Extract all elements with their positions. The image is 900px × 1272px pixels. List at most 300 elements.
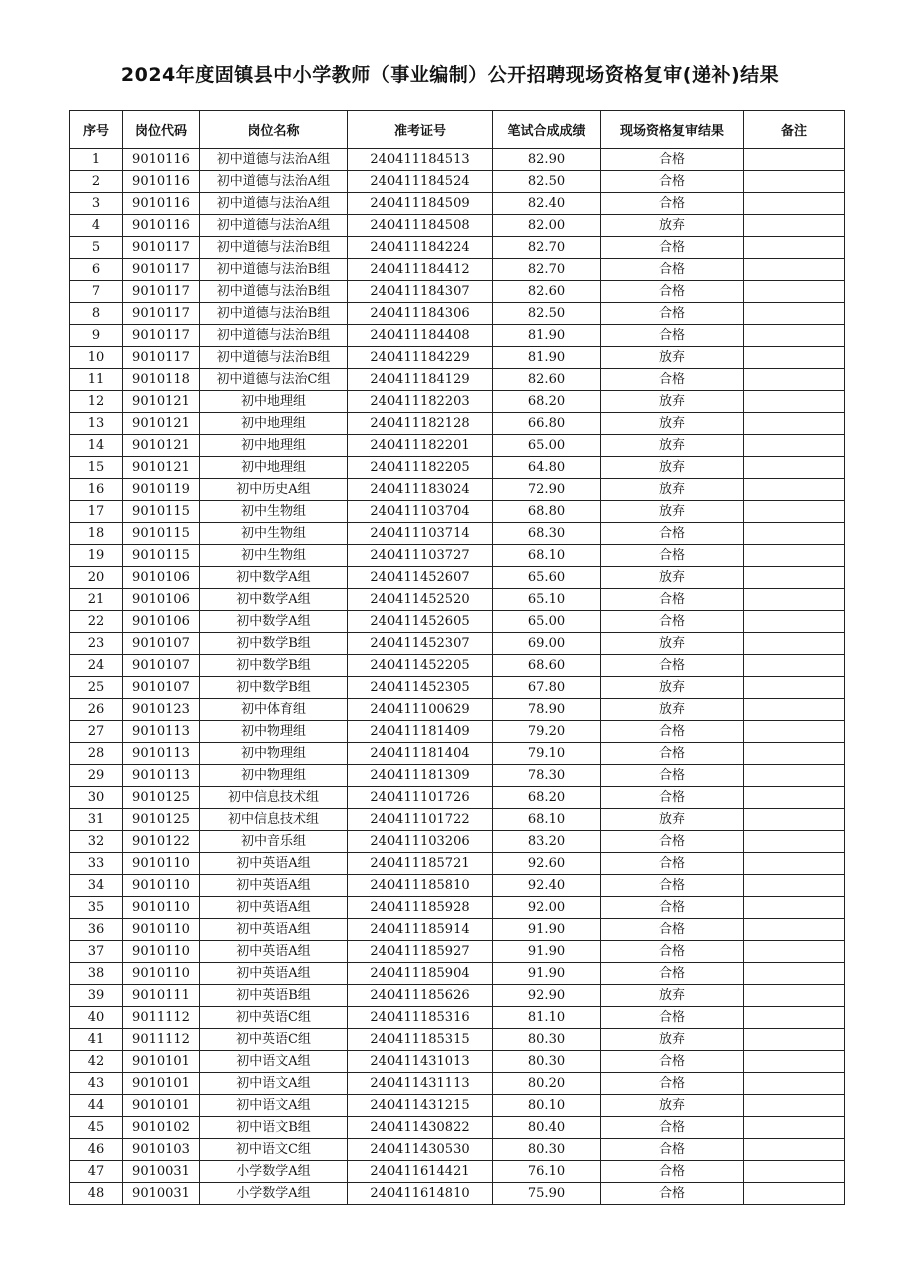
table-row <box>70 347 845 369</box>
cell-post-name: 初中数学B组 <box>200 633 348 655</box>
table-row <box>70 721 845 743</box>
cell-remarks <box>744 303 845 325</box>
table-row <box>70 369 845 391</box>
cell-seq: 33 <box>70 853 123 875</box>
cell-written-score: 68.10 <box>493 545 601 567</box>
cell-seq: 28 <box>70 743 123 765</box>
cell-written-score: 68.20 <box>493 787 601 809</box>
table-row <box>70 149 845 171</box>
cell-seq: 37 <box>70 941 123 963</box>
cell-written-score: 78.30 <box>493 765 601 787</box>
cell-post-name: 初中历史A组 <box>200 479 348 501</box>
cell-written-score: 91.90 <box>493 963 601 985</box>
cell-review-result: 放弃 <box>601 215 744 237</box>
cell-review-result: 放弃 <box>601 985 744 1007</box>
table-row <box>70 809 845 831</box>
cell-post-code: 9010110 <box>123 897 200 919</box>
cell-written-score: 68.80 <box>493 501 601 523</box>
cell-review-result: 合格 <box>601 303 744 325</box>
cell-remarks <box>744 435 845 457</box>
table-row <box>70 303 845 325</box>
cell-post-code: 9010107 <box>123 655 200 677</box>
table-row <box>70 633 845 655</box>
cell-ticket-number: 240411182201 <box>348 435 493 457</box>
cell-review-result: 放弃 <box>601 633 744 655</box>
cell-ticket-number: 240411181309 <box>348 765 493 787</box>
cell-post-code: 9010122 <box>123 831 200 853</box>
cell-ticket-number: 240411101722 <box>348 809 493 831</box>
cell-post-code: 9010117 <box>123 259 200 281</box>
cell-post-code: 9010113 <box>123 743 200 765</box>
cell-ticket-number: 240411184408 <box>348 325 493 347</box>
table-row <box>70 193 845 215</box>
cell-ticket-number: 240411184509 <box>348 193 493 215</box>
cell-remarks <box>744 919 845 941</box>
cell-post-name: 初中信息技术组 <box>200 809 348 831</box>
cell-remarks <box>744 589 845 611</box>
cell-review-result: 合格 <box>601 171 744 193</box>
cell-remarks <box>744 149 845 171</box>
cell-post-code: 9010110 <box>123 963 200 985</box>
cell-remarks <box>744 391 845 413</box>
table-row <box>70 787 845 809</box>
cell-post-code: 9010106 <box>123 589 200 611</box>
cell-ticket-number: 240411185316 <box>348 1007 493 1029</box>
cell-seq: 39 <box>70 985 123 1007</box>
cell-ticket-number: 240411182128 <box>348 413 493 435</box>
cell-written-score: 65.60 <box>493 567 601 589</box>
table-row <box>70 479 845 501</box>
cell-remarks <box>744 369 845 391</box>
cell-ticket-number: 240411431013 <box>348 1051 493 1073</box>
cell-post-code: 9010116 <box>123 193 200 215</box>
cell-written-score: 92.60 <box>493 853 601 875</box>
cell-remarks <box>744 809 845 831</box>
header-written-score: 笔试合成成绩 <box>493 111 601 149</box>
cell-post-name: 初中道德与法治A组 <box>200 193 348 215</box>
cell-remarks <box>744 1161 845 1183</box>
cell-seq: 1 <box>70 149 123 171</box>
cell-review-result: 合格 <box>601 545 744 567</box>
cell-post-name: 初中生物组 <box>200 523 348 545</box>
cell-post-name: 小学数学A组 <box>200 1183 348 1205</box>
cell-ticket-number: 240411185914 <box>348 919 493 941</box>
cell-remarks <box>744 963 845 985</box>
cell-remarks <box>744 545 845 567</box>
cell-post-code: 9010101 <box>123 1051 200 1073</box>
table-row <box>70 567 845 589</box>
cell-written-score: 64.80 <box>493 457 601 479</box>
cell-ticket-number: 240411452520 <box>348 589 493 611</box>
cell-remarks <box>744 831 845 853</box>
cell-post-code: 9010031 <box>123 1183 200 1205</box>
cell-remarks <box>744 215 845 237</box>
cell-post-code: 9010117 <box>123 281 200 303</box>
cell-written-score: 82.50 <box>493 171 601 193</box>
cell-written-score: 82.60 <box>493 369 601 391</box>
cell-seq: 27 <box>70 721 123 743</box>
cell-remarks <box>744 413 845 435</box>
cell-seq: 18 <box>70 523 123 545</box>
cell-written-score: 80.10 <box>493 1095 601 1117</box>
page-title: 2024年度固镇县中小学教师（事业编制）公开招聘现场资格复审(递补)结果 <box>120 64 780 86</box>
cell-seq: 7 <box>70 281 123 303</box>
cell-post-name: 初中道德与法治A组 <box>200 171 348 193</box>
cell-post-name: 初中道德与法治B组 <box>200 303 348 325</box>
cell-seq: 25 <box>70 677 123 699</box>
cell-seq: 26 <box>70 699 123 721</box>
cell-post-code: 9010115 <box>123 545 200 567</box>
cell-post-code: 9010125 <box>123 787 200 809</box>
cell-written-score: 92.40 <box>493 875 601 897</box>
cell-seq: 48 <box>70 1183 123 1205</box>
cell-post-name: 初中语文A组 <box>200 1051 348 1073</box>
cell-post-name: 初中信息技术组 <box>200 787 348 809</box>
cell-post-name: 小学数学A组 <box>200 1161 348 1183</box>
cell-post-name: 初中语文B组 <box>200 1117 348 1139</box>
cell-review-result: 合格 <box>601 743 744 765</box>
cell-review-result: 放弃 <box>601 677 744 699</box>
table-row <box>70 1029 845 1051</box>
cell-ticket-number: 240411614421 <box>348 1161 493 1183</box>
cell-seq: 6 <box>70 259 123 281</box>
cell-review-result: 放弃 <box>601 413 744 435</box>
cell-seq: 23 <box>70 633 123 655</box>
cell-ticket-number: 240411452607 <box>348 567 493 589</box>
cell-seq: 15 <box>70 457 123 479</box>
cell-post-code: 9010110 <box>123 941 200 963</box>
cell-seq: 4 <box>70 215 123 237</box>
cell-remarks <box>744 677 845 699</box>
table-row <box>70 611 845 633</box>
cell-seq: 43 <box>70 1073 123 1095</box>
cell-ticket-number: 240411184412 <box>348 259 493 281</box>
cell-post-name: 初中生物组 <box>200 501 348 523</box>
cell-post-code: 9010113 <box>123 721 200 743</box>
cell-seq: 38 <box>70 963 123 985</box>
header-row <box>70 111 845 149</box>
cell-ticket-number: 240411452307 <box>348 633 493 655</box>
cell-post-name: 初中物理组 <box>200 743 348 765</box>
cell-remarks <box>744 611 845 633</box>
cell-remarks <box>744 347 845 369</box>
cell-post-name: 初中物理组 <box>200 721 348 743</box>
cell-review-result: 合格 <box>601 721 744 743</box>
table-row <box>70 853 845 875</box>
cell-remarks <box>744 699 845 721</box>
table-row <box>70 699 845 721</box>
cell-post-name: 初中英语A组 <box>200 919 348 941</box>
cell-ticket-number: 240411452605 <box>348 611 493 633</box>
cell-remarks <box>744 897 845 919</box>
cell-post-code: 9010125 <box>123 809 200 831</box>
cell-post-code: 9010116 <box>123 171 200 193</box>
cell-remarks <box>744 281 845 303</box>
table-row <box>70 765 845 787</box>
cell-ticket-number: 240411452305 <box>348 677 493 699</box>
cell-written-score: 82.00 <box>493 215 601 237</box>
cell-review-result: 放弃 <box>601 347 744 369</box>
cell-remarks <box>744 479 845 501</box>
cell-review-result: 放弃 <box>601 501 744 523</box>
cell-post-name: 初中道德与法治B组 <box>200 325 348 347</box>
cell-post-name: 初中音乐组 <box>200 831 348 853</box>
cell-remarks <box>744 1139 845 1161</box>
cell-written-score: 65.00 <box>493 611 601 633</box>
cell-written-score: 82.50 <box>493 303 601 325</box>
cell-seq: 12 <box>70 391 123 413</box>
cell-review-result: 合格 <box>601 1139 744 1161</box>
cell-post-name: 初中道德与法治A组 <box>200 215 348 237</box>
cell-seq: 16 <box>70 479 123 501</box>
cell-post-name: 初中语文A组 <box>200 1073 348 1095</box>
cell-post-code: 9010121 <box>123 391 200 413</box>
cell-review-result: 合格 <box>601 897 744 919</box>
cell-ticket-number: 240411103704 <box>348 501 493 523</box>
cell-remarks <box>744 985 845 1007</box>
cell-review-result: 合格 <box>601 149 744 171</box>
cell-ticket-number: 240411185810 <box>348 875 493 897</box>
cell-ticket-number: 240411181409 <box>348 721 493 743</box>
cell-ticket-number: 240411431215 <box>348 1095 493 1117</box>
cell-post-name: 初中英语A组 <box>200 963 348 985</box>
cell-ticket-number: 240411184224 <box>348 237 493 259</box>
cell-written-score: 68.10 <box>493 809 601 831</box>
table-row <box>70 237 845 259</box>
cell-post-code: 9010101 <box>123 1095 200 1117</box>
cell-written-score: 80.30 <box>493 1029 601 1051</box>
table-row <box>70 435 845 457</box>
cell-ticket-number: 240411430822 <box>348 1117 493 1139</box>
cell-post-name: 初中英语A组 <box>200 875 348 897</box>
cell-seq: 40 <box>70 1007 123 1029</box>
table-row <box>70 545 845 567</box>
cell-post-name: 初中地理组 <box>200 435 348 457</box>
table-body <box>70 149 845 1205</box>
table-row <box>70 1161 845 1183</box>
cell-seq: 47 <box>70 1161 123 1183</box>
table-row <box>70 919 845 941</box>
cell-written-score: 65.00 <box>493 435 601 457</box>
table-row <box>70 171 845 193</box>
cell-remarks <box>744 1095 845 1117</box>
cell-review-result: 放弃 <box>601 435 744 457</box>
table-row <box>70 1007 845 1029</box>
cell-post-name: 初中道德与法治C组 <box>200 369 348 391</box>
table-row <box>70 281 845 303</box>
cell-remarks <box>744 1117 845 1139</box>
cell-written-score: 82.70 <box>493 259 601 281</box>
cell-written-score: 68.20 <box>493 391 601 413</box>
cell-remarks <box>744 633 845 655</box>
cell-post-code: 9010110 <box>123 919 200 941</box>
cell-post-name: 初中语文C组 <box>200 1139 348 1161</box>
cell-remarks <box>744 787 845 809</box>
cell-seq: 42 <box>70 1051 123 1073</box>
cell-written-score: 82.70 <box>493 237 601 259</box>
cell-seq: 17 <box>70 501 123 523</box>
cell-ticket-number: 240411103714 <box>348 523 493 545</box>
cell-post-code: 9010118 <box>123 369 200 391</box>
cell-post-code: 9010107 <box>123 633 200 655</box>
cell-remarks <box>744 237 845 259</box>
header-remarks: 备注 <box>744 111 845 149</box>
cell-review-result: 放弃 <box>601 1029 744 1051</box>
cell-review-result: 放弃 <box>601 699 744 721</box>
cell-post-code: 9010110 <box>123 875 200 897</box>
cell-remarks <box>744 721 845 743</box>
table-row <box>70 1139 845 1161</box>
cell-review-result: 合格 <box>601 853 744 875</box>
cell-remarks <box>744 1183 845 1205</box>
cell-seq: 44 <box>70 1095 123 1117</box>
cell-remarks <box>744 1051 845 1073</box>
cell-seq: 14 <box>70 435 123 457</box>
cell-review-result: 合格 <box>601 193 744 215</box>
cell-written-score: 91.90 <box>493 919 601 941</box>
cell-seq: 2 <box>70 171 123 193</box>
cell-seq: 19 <box>70 545 123 567</box>
cell-post-name: 初中地理组 <box>200 457 348 479</box>
cell-post-code: 9010116 <box>123 215 200 237</box>
cell-remarks <box>744 941 845 963</box>
cell-written-score: 82.60 <box>493 281 601 303</box>
cell-remarks <box>744 853 845 875</box>
cell-post-code: 9010116 <box>123 149 200 171</box>
cell-written-score: 81.90 <box>493 325 601 347</box>
cell-seq: 45 <box>70 1117 123 1139</box>
cell-ticket-number: 240411183024 <box>348 479 493 501</box>
cell-post-name: 初中英语B组 <box>200 985 348 1007</box>
cell-post-code: 9010123 <box>123 699 200 721</box>
cell-seq: 21 <box>70 589 123 611</box>
cell-ticket-number: 240411184508 <box>348 215 493 237</box>
header-ticket-number: 准考证号 <box>348 111 493 149</box>
cell-ticket-number: 240411185904 <box>348 963 493 985</box>
cell-written-score: 80.20 <box>493 1073 601 1095</box>
cell-post-name: 初中英语C组 <box>200 1007 348 1029</box>
table-row <box>70 501 845 523</box>
cell-seq: 32 <box>70 831 123 853</box>
cell-post-name: 初中体育组 <box>200 699 348 721</box>
cell-post-name: 初中数学B组 <box>200 655 348 677</box>
cell-remarks <box>744 875 845 897</box>
cell-seq: 31 <box>70 809 123 831</box>
table-row <box>70 523 845 545</box>
cell-post-code: 9010110 <box>123 853 200 875</box>
cell-remarks <box>744 743 845 765</box>
cell-ticket-number: 240411103727 <box>348 545 493 567</box>
cell-post-name: 初中数学A组 <box>200 567 348 589</box>
table-row <box>70 413 845 435</box>
cell-ticket-number: 240411181404 <box>348 743 493 765</box>
cell-remarks <box>744 1073 845 1095</box>
cell-post-code: 9010106 <box>123 611 200 633</box>
table-row <box>70 831 845 853</box>
cell-written-score: 76.10 <box>493 1161 601 1183</box>
cell-review-result: 合格 <box>601 1007 744 1029</box>
cell-written-score: 78.90 <box>493 699 601 721</box>
cell-seq: 13 <box>70 413 123 435</box>
cell-post-name: 初中道德与法治B组 <box>200 281 348 303</box>
cell-seq: 10 <box>70 347 123 369</box>
cell-seq: 36 <box>70 919 123 941</box>
table-row <box>70 1051 845 1073</box>
cell-written-score: 80.30 <box>493 1139 601 1161</box>
cell-seq: 20 <box>70 567 123 589</box>
cell-seq: 24 <box>70 655 123 677</box>
cell-review-result: 合格 <box>601 589 744 611</box>
table-row <box>70 963 845 985</box>
cell-post-name: 初中物理组 <box>200 765 348 787</box>
cell-post-name: 初中道德与法治B组 <box>200 259 348 281</box>
cell-review-result: 放弃 <box>601 457 744 479</box>
cell-review-result: 合格 <box>601 1051 744 1073</box>
cell-seq: 22 <box>70 611 123 633</box>
table-row <box>70 1183 845 1205</box>
cell-review-result: 合格 <box>601 765 744 787</box>
cell-post-code: 9010115 <box>123 501 200 523</box>
cell-review-result: 合格 <box>601 611 744 633</box>
cell-written-score: 65.10 <box>493 589 601 611</box>
cell-remarks <box>744 193 845 215</box>
table-row <box>70 259 845 281</box>
cell-post-name: 初中道德与法治A组 <box>200 149 348 171</box>
cell-post-name: 初中英语A组 <box>200 897 348 919</box>
table-header <box>70 111 845 149</box>
cell-written-score: 69.00 <box>493 633 601 655</box>
cell-ticket-number: 240411185928 <box>348 897 493 919</box>
cell-seq: 41 <box>70 1029 123 1051</box>
cell-review-result: 合格 <box>601 919 744 941</box>
cell-post-code: 9010031 <box>123 1161 200 1183</box>
table-row <box>70 743 845 765</box>
cell-ticket-number: 240411184524 <box>348 171 493 193</box>
cell-ticket-number: 240411430530 <box>348 1139 493 1161</box>
cell-post-name: 初中英语C组 <box>200 1029 348 1051</box>
cell-review-result: 合格 <box>601 1117 744 1139</box>
cell-remarks <box>744 655 845 677</box>
cell-review-result: 合格 <box>601 237 744 259</box>
cell-seq: 8 <box>70 303 123 325</box>
cell-ticket-number: 240411184513 <box>348 149 493 171</box>
cell-review-result: 合格 <box>601 1073 744 1095</box>
cell-post-name: 初中英语A组 <box>200 941 348 963</box>
cell-review-result: 合格 <box>601 1161 744 1183</box>
cell-written-score: 82.90 <box>493 149 601 171</box>
cell-post-code: 9011112 <box>123 1007 200 1029</box>
cell-written-score: 92.00 <box>493 897 601 919</box>
cell-review-result: 合格 <box>601 787 744 809</box>
cell-seq: 11 <box>70 369 123 391</box>
cell-review-result: 合格 <box>601 941 744 963</box>
cell-post-code: 9010102 <box>123 1117 200 1139</box>
cell-ticket-number: 240411103206 <box>348 831 493 853</box>
cell-ticket-number: 240411431113 <box>348 1073 493 1095</box>
cell-post-code: 9011112 <box>123 1029 200 1051</box>
cell-ticket-number: 240411182203 <box>348 391 493 413</box>
cell-ticket-number: 240411185721 <box>348 853 493 875</box>
cell-seq: 34 <box>70 875 123 897</box>
cell-post-code: 9010119 <box>123 479 200 501</box>
cell-remarks <box>744 457 845 479</box>
cell-review-result: 合格 <box>601 325 744 347</box>
cell-review-result: 放弃 <box>601 1095 744 1117</box>
cell-post-name: 初中数学B组 <box>200 677 348 699</box>
cell-remarks <box>744 259 845 281</box>
cell-remarks <box>744 523 845 545</box>
cell-seq: 35 <box>70 897 123 919</box>
